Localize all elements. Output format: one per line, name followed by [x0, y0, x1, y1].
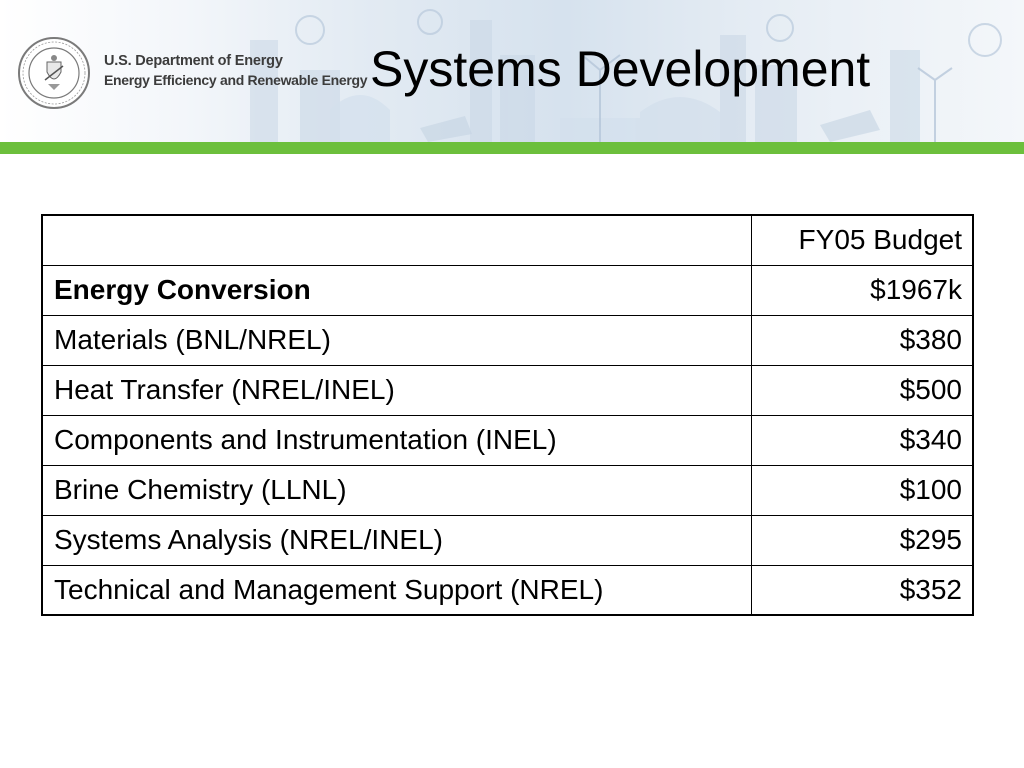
row-label: Heat Transfer (NREL/INEL): [42, 365, 751, 415]
table-row: [42, 315, 973, 365]
budget-table: [41, 214, 974, 616]
table-row: [42, 465, 973, 515]
row-label: Brine Chemistry (LLNL): [42, 465, 751, 515]
row-value: $295: [751, 515, 973, 565]
org-department: U.S. Department of Energy: [104, 53, 283, 69]
row-label: Materials (BNL/NREL): [42, 315, 751, 365]
header-banner: [0, 0, 1024, 142]
table-row: [42, 565, 973, 615]
table-header-row: [42, 215, 973, 265]
table-header-budget: FY05 Budget: [751, 215, 973, 265]
organization-name: [104, 52, 367, 90]
row-value: $380: [751, 315, 973, 365]
table-row: [42, 415, 973, 465]
table-header-label: [42, 215, 751, 265]
table-row: [42, 515, 973, 565]
org-office: Energy Efficiency and Renewable Energy: [104, 72, 368, 88]
row-label: Energy Conversion: [42, 265, 751, 315]
doe-seal-logo: [17, 36, 91, 110]
accent-bar: [0, 142, 1024, 154]
row-value: $100: [751, 465, 973, 515]
slide-title: Systems Development: [370, 41, 871, 97]
row-value: $1967k: [751, 265, 973, 315]
row-value: $352: [751, 565, 973, 615]
table-row: [42, 365, 973, 415]
row-value: $500: [751, 365, 973, 415]
row-label: Systems Analysis (NREL/INEL): [42, 515, 751, 565]
row-label: Technical and Management Support (NREL): [42, 565, 751, 615]
table-row: [42, 265, 973, 315]
row-value: $340: [751, 415, 973, 465]
row-label: Components and Instrumentation (INEL): [42, 415, 751, 465]
